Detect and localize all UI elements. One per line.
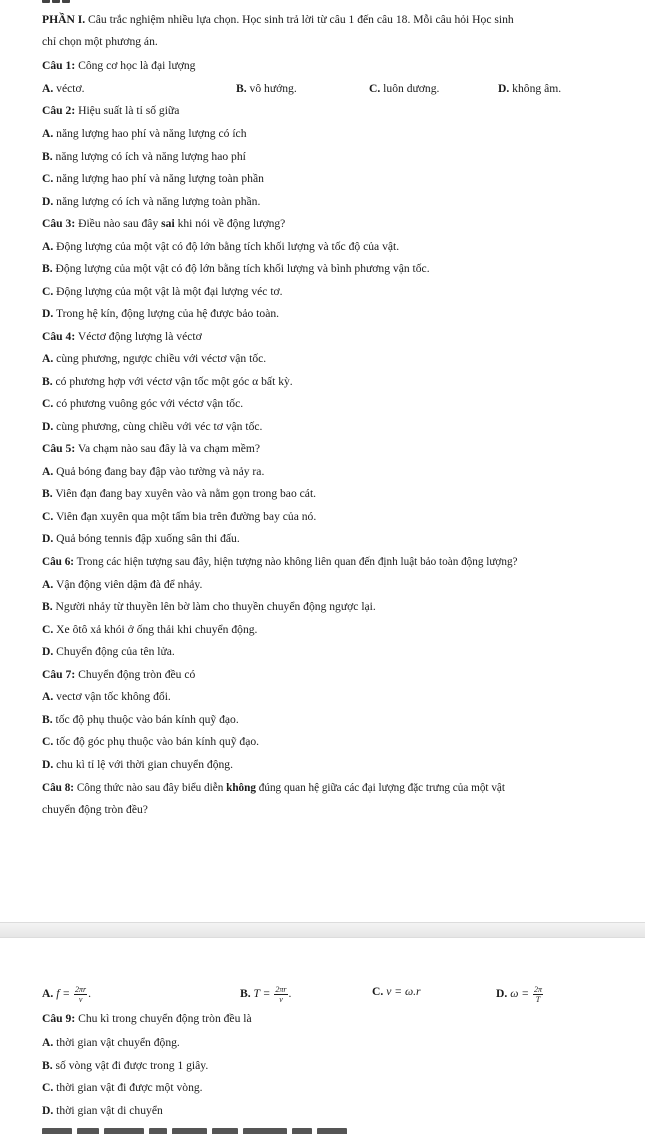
question-label: Câu 9: (42, 1012, 76, 1025)
option-a[interactable]: A. Động lượng của một vật có độ lớn bằng tích khối lượng và tốc độ của vật. (42, 240, 400, 253)
question-text: Va chạm nào sau đây là va chạm mềm? (75, 442, 261, 455)
emphasis-word: không (226, 782, 256, 794)
question-label: Câu 5: (42, 442, 76, 455)
question-6 (42, 555, 518, 569)
option-d[interactable]: D. ω = $\frac{2\pi}{T}$ (496, 985, 543, 1004)
question-5 (42, 442, 260, 456)
option-c[interactable]: C. Viên đạn xuyên qua một tấm bia trên đường bay của nó. (42, 510, 317, 523)
question-4 (42, 330, 202, 344)
option-a[interactable]: A. thời gian vật chuyển động. (42, 1036, 180, 1049)
option-b[interactable]: B. Viên đạn đang bay xuyên vào và nằm gọn trong bao cát. (42, 487, 317, 500)
question-2 (42, 104, 179, 118)
option-d[interactable]: D. không âm. (498, 82, 562, 95)
question-8: Câu 8: Công thức nào sau đây biểu diễn không đúng quan hệ giữa các đại lượng đặc trưng của một vật (42, 782, 505, 794)
option-a[interactable]: A. cùng phương, ngược chiều với véctơ vận tốc. (42, 352, 267, 365)
question-label: Câu 4: (42, 330, 76, 343)
option-c[interactable]: C. thời gian vật đi được một vòng. (42, 1081, 203, 1094)
option-b[interactable]: B. năng lượng có ích và năng lượng hao phí (42, 150, 246, 163)
page-separator (0, 922, 645, 938)
option-b[interactable]: B. số vòng vật đi được trong 1 giây. (42, 1059, 209, 1072)
option-c[interactable]: C. v = ω.r (372, 985, 421, 998)
option-a[interactable]: A. năng lượng hao phí và năng lượng có ích (42, 127, 247, 140)
option-b[interactable]: B. T = $\frac{2\pi r}{v}$ . (240, 985, 292, 1004)
question-text: Véctơ động lượng là véctơ (75, 330, 202, 343)
question-label: Câu 3: (42, 217, 76, 230)
option-d[interactable]: D. Quả bóng tennis đập xuống sân thi đấu. (42, 532, 240, 545)
option-b[interactable]: B. có phương hợp với véctơ vận tốc một góc α bất kỳ. (42, 375, 293, 388)
question-1 (42, 59, 195, 73)
option-c[interactable]: C. Xe ôtô xả khói ở ống thải khi chuyển động. (42, 623, 258, 636)
part-heading (42, 13, 514, 27)
cropped-text-fragment-top (42, 0, 78, 3)
question-9 (42, 1012, 252, 1026)
option-b[interactable]: B. Người nhảy từ thuyền lên bờ làm cho thuyền chuyển động ngược lại. (42, 600, 376, 613)
option-d[interactable]: D. cùng phương, cùng chiều với véc tơ vận tốc. (42, 420, 263, 433)
question-label: Câu 2: (42, 104, 76, 117)
part-instructions-cont: chỉ chọn một phương án. (42, 35, 158, 48)
option-a[interactable]: A. véctơ. (42, 82, 85, 95)
question-text: Chuyển động tròn đều có (75, 668, 196, 681)
option-d[interactable]: D. chu kì tỉ lệ với thời gian chuyển động. (42, 758, 233, 771)
question-text: Chu kì trong chuyển động tròn đều là (75, 1012, 252, 1025)
option-a[interactable]: A. f = $\frac{2\pi r}{v}$ . (42, 985, 92, 1004)
option-b[interactable]: B. tốc độ phụ thuộc vào bán kính quỹ đạo. (42, 713, 239, 726)
question-3: Câu 3: Điều nào sau đây sai khi nói về động lượng? (42, 217, 286, 230)
option-b[interactable]: B. vô hướng. (236, 82, 297, 95)
option-d[interactable]: D. Chuyển động của tên lửa. (42, 645, 175, 658)
option-c[interactable]: C. tốc độ góc phụ thuộc vào bán kính quỹ đạo. (42, 735, 260, 748)
emphasis-word: sai (161, 217, 175, 230)
option-c[interactable]: C. năng lượng hao phí và năng lượng toàn phần (42, 172, 264, 185)
option-d[interactable]: D. Trong hệ kín, động lượng của hệ được bảo toàn. (42, 307, 280, 320)
question-label: Câu 6: (42, 556, 75, 568)
option-c[interactable]: C. có phương vuông góc với véctơ vận tốc. (42, 397, 244, 410)
part-instructions: Câu trắc nghiệm nhiều lựa chọn. Học sinh trả lời từ câu 1 đến câu 18. Mỗi câu hỏi Học sinh (85, 13, 514, 26)
option-c[interactable]: C. Động lượng của một vật là một đại lượng véc tơ. (42, 285, 283, 298)
question-label: Câu 7: (42, 668, 76, 681)
option-b[interactable]: B. Động lượng của một vật có độ lớn bằng tích khối lượng và bình phương vận tốc. (42, 262, 430, 275)
option-a[interactable]: A. Vận động viên dậm đà để nhảy. (42, 578, 203, 591)
question-label: Câu 1: (42, 59, 76, 72)
question-text: Trong các hiện tượng sau đây, hiện tượng nào không liên quan đến định luật bảo toàn động lượng? (74, 556, 518, 568)
question-7 (42, 668, 195, 682)
question-text: Công cơ học là đại lượng (75, 59, 196, 72)
option-a[interactable]: A. Quả bóng đang bay đập vào tường và nảy ra. (42, 465, 265, 478)
question-text: Hiệu suất là tỉ số giữa (75, 104, 180, 117)
option-c[interactable]: C. luôn dương. (369, 82, 440, 95)
question-label: Câu 8: (42, 782, 75, 794)
part-label: PHẦN I. (42, 13, 86, 26)
question-1-options (42, 82, 642, 98)
option-a[interactable]: A. vectơ vận tốc không đổi. (42, 690, 171, 703)
question-8-options (42, 985, 642, 1007)
option-d[interactable]: D. thời gian vật di chuyển (42, 1104, 163, 1117)
question-8-cont: chuyển động tròn đều? (42, 803, 148, 816)
option-d[interactable]: D. năng lượng có ích và năng lượng toàn phần. (42, 195, 261, 208)
